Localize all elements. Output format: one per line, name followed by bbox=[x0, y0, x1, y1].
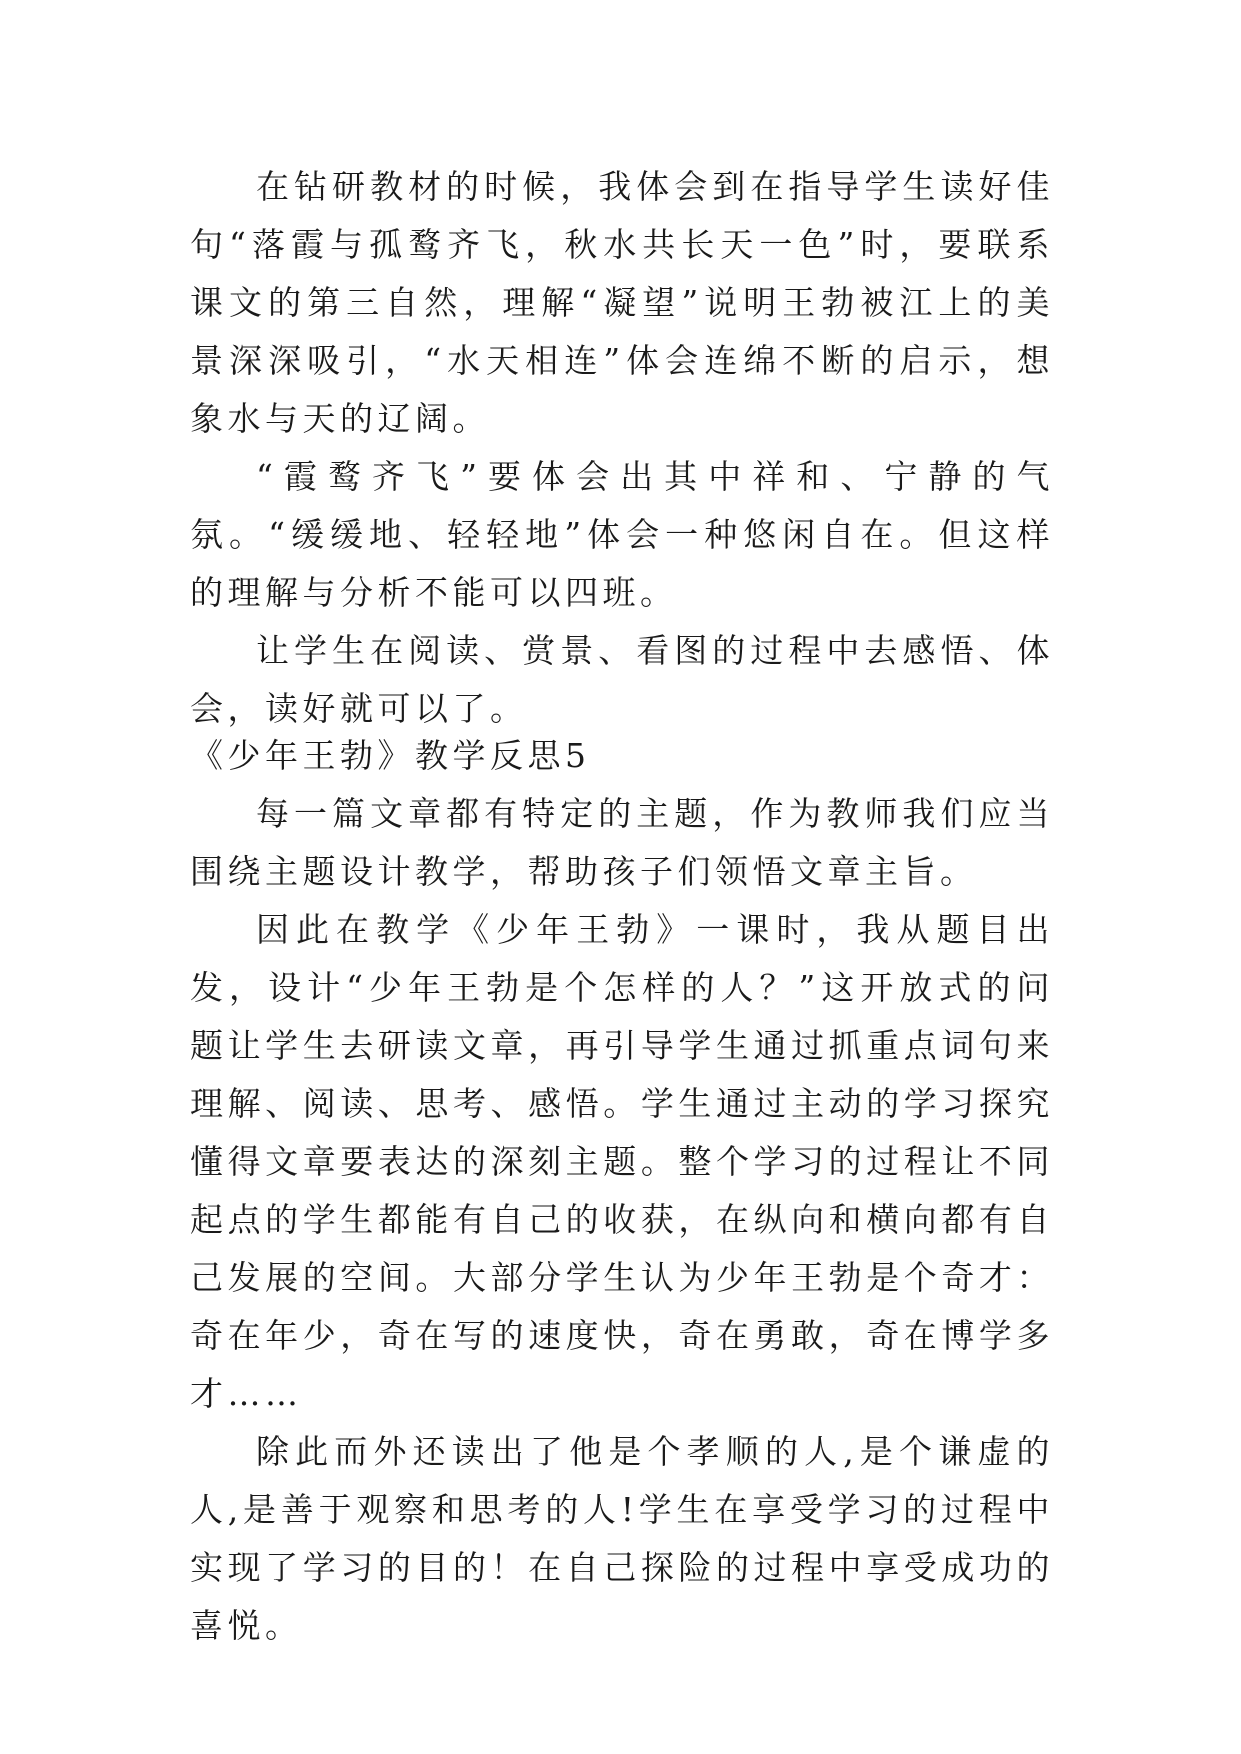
paragraph: 在钻研教材的时候，我体会到在指导学生读好佳句“落霞与孤鹜齐飞，秋水共长天一色”时，要联系课文的第三自然，理解“凝望”说明王勃被江上的美景深深吸引，“水天相连”体会连绵不断的启示，想象水与天的辽阔。 bbox=[190, 167, 1054, 438]
paragraph: 因此在教学《少年王勃》一课时，我从题目出发，设计“少年王勃是个怎样的人？”这开放式的问题让学生去研读文章，再引导学生通过抓重点词句来理解、阅读、思考、感悟。学生通过主动的学习探究懂得文章要表达的深刻主题。整个学习的过程让不同起点的学生都能有自己的收获，在纵向和横向都有自己发展的空间。大部分学生认为少年王勃是个奇才：奇在年少，奇在写的速度快，奇在勇敢，奇在博学多才…… bbox=[190, 910, 1054, 1413]
section-heading: 《少年王勃》教学反思5 bbox=[190, 736, 591, 775]
paragraph: “霞鹜齐飞”要体会出其中祥和、宁静的气氛。“缓缓地、轻轻地”体会一种悠闲自在。但这样的理解与分析不能可以四班。 bbox=[190, 457, 1054, 612]
text-section-top bbox=[190, 158, 1054, 738]
text-section-reflection-5 bbox=[190, 727, 1054, 1655]
paragraph: 让学生在阅读、赏景、看图的过程中去感悟、体会，读好就可以了。 bbox=[190, 631, 1054, 728]
paragraph: 除此而外还读出了他是个孝顺的人,是个谦虚的人,是善于观察和思考的人!学生在享受学习的过程中实现了学习的目的！在自己探险的过程中享受成功的喜悦。 bbox=[190, 1432, 1054, 1645]
paragraph: 每一篇文章都有特定的主题，作为教师我们应当围绕主题设计教学，帮助孩子们领悟文章主旨。 bbox=[190, 794, 1054, 891]
